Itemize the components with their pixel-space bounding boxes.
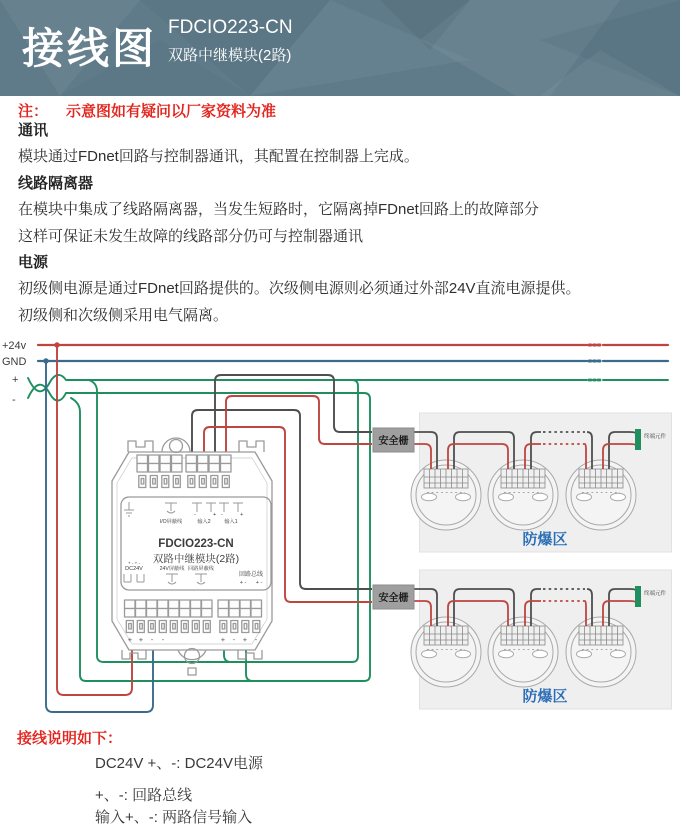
product-subtitle: 双路中继模块(2路) xyxy=(168,47,292,64)
label-input1: 输入1 xyxy=(224,519,238,525)
label-dc24v: DC24V xyxy=(125,566,143,572)
din-clip-bottom-left xyxy=(122,650,146,659)
label-io-shield: I/O屏蔽线 xyxy=(159,519,183,525)
safety-barriers xyxy=(373,428,414,609)
label-24v: +24v xyxy=(2,340,27,352)
description-sections xyxy=(18,118,668,329)
din-clip-top-left xyxy=(128,441,153,452)
eol-element xyxy=(635,429,641,450)
bus-labels xyxy=(2,340,27,406)
zone-label: 防爆区 xyxy=(522,531,568,548)
section-line: 模块通过FDnet回路与控制器通讯，其配置在控制器上完成。 xyxy=(18,148,419,166)
svg-text:+: + xyxy=(127,635,133,644)
mount-tab-bottom xyxy=(188,668,196,675)
label-gnd: GND xyxy=(2,356,27,368)
label-loop-bus: 回路总线 xyxy=(238,572,264,578)
page-title: 接线图 xyxy=(22,25,158,72)
din-clip-bottom-right xyxy=(238,650,262,659)
label-shield-24v: 24V屏蔽线 xyxy=(159,566,185,572)
label-shield-loop: 回路屏蔽线 xyxy=(188,566,214,572)
svg-text:+: + xyxy=(242,635,248,644)
explosion-proof-zone-2 xyxy=(411,570,672,709)
section-title-power: 电源 xyxy=(18,254,49,272)
svg-text:-: - xyxy=(150,635,154,644)
safety-barrier-label-1: 安全栅 xyxy=(378,436,409,447)
eol-label: 终端元件 xyxy=(644,434,667,440)
svg-text:+: + xyxy=(220,635,226,644)
mark-in2-plus: + xyxy=(213,512,217,518)
label-loop-plus: + xyxy=(12,374,19,386)
mark-loop-1: + - xyxy=(239,580,247,586)
instructions-title: 接线说明如下： xyxy=(17,730,123,747)
label-input2: 输入2 xyxy=(197,519,211,525)
section-line: 这样可保证未发生故障的线路部分仍可与控制器通讯 xyxy=(18,227,364,245)
section-title-isolator: 线路隔离器 xyxy=(18,174,94,192)
section-line: 初级侧电源是通过FDnet回路提供的。次级侧电源则必须通过外部24V直流电源提供。 xyxy=(18,280,581,298)
section-title-comm: 通讯 xyxy=(18,122,49,139)
mark-in1-minus: - xyxy=(221,512,223,518)
label-loop-minus: - xyxy=(12,394,16,406)
instruction-line: DC24V +、-: DC24V电源 xyxy=(95,755,263,772)
section-line: 在模块中集成了线路隔离器，当发生短路时，它隔离掉FDnet回路上的故障部分 xyxy=(18,201,539,219)
svg-text:-: - xyxy=(161,635,165,644)
note-prefix: 注： xyxy=(18,103,49,120)
mount-arc-bottom xyxy=(178,650,206,660)
mark-in1-plus: + xyxy=(240,512,244,518)
mark-loop-2: + - xyxy=(255,580,263,586)
note-text: 示意图如有疑问以厂家资料为准 xyxy=(66,103,277,120)
din-clip-top-right xyxy=(239,441,264,452)
wiring-diagram xyxy=(0,335,680,727)
instruction-line: +、-: 回路总线 xyxy=(95,787,193,804)
mount-hole-top xyxy=(170,440,183,453)
product-model: FDCIO223-CN xyxy=(168,17,293,38)
instruction-line: 输入+、-: 两路信号输入 xyxy=(95,809,253,826)
svg-text:-: - xyxy=(232,635,236,644)
header-banner xyxy=(0,0,680,96)
mark-in2-minus: - xyxy=(194,512,196,518)
module-model: FDCIO223-CN xyxy=(158,538,234,550)
module-name: 双路中继模块(2路) xyxy=(152,553,240,565)
safety-barrier-label-2: 安全栅 xyxy=(378,593,409,604)
svg-text:+: + xyxy=(138,635,144,644)
section-line: 初级侧和次级侧采用电气隔离。 xyxy=(18,306,229,324)
explosion-proof-zone xyxy=(411,413,672,552)
mark-dc: + - + - xyxy=(127,560,141,566)
svg-text:-: - xyxy=(254,635,258,644)
